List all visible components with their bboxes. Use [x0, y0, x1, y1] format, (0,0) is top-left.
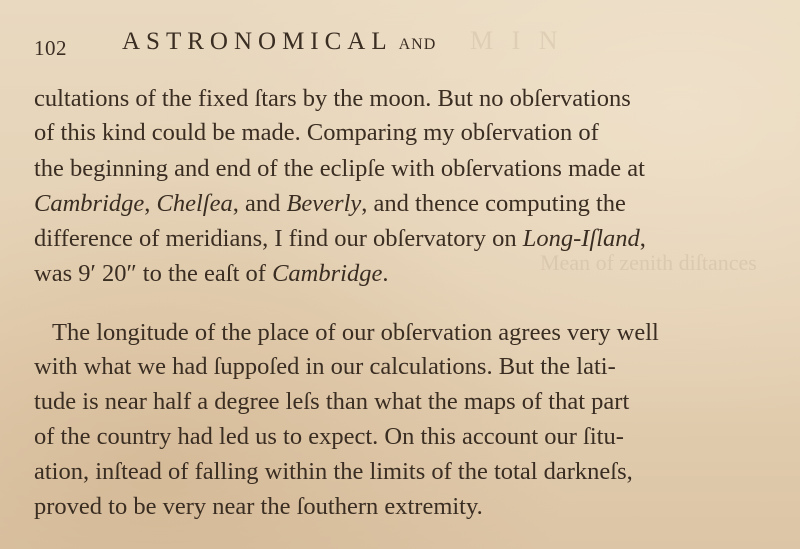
text-segment: difference of meridians, I find our obſervatory on — [34, 225, 523, 252]
text-segment: cultations of the fixed ſtars by the moon. But no obſervations — [34, 85, 631, 112]
text-line — [34, 492, 483, 522]
text-segment: ation, inſtead of falling within the limits of the total darkneſs, — [34, 458, 633, 485]
text-segment: , — [144, 190, 157, 217]
running-head-conjunction: AND — [398, 36, 437, 53]
text-line — [34, 224, 646, 254]
text-segment: of the country had led us to expect. On this account our ſitu- — [34, 423, 624, 450]
text-segment: , and — [232, 190, 287, 217]
place-name: Beverly — [286, 190, 362, 217]
text-segment: the beginning and end of the eclipſe with obſervations made at — [34, 155, 645, 182]
text-line — [34, 154, 645, 184]
text-line — [34, 189, 626, 219]
text-segment: with what we had ſuppoſed in our calculations. But the lati- — [34, 353, 616, 380]
text-line — [34, 457, 633, 487]
text-line — [34, 422, 624, 452]
place-name: Chelſea — [156, 190, 233, 217]
show-through-text: M I N — [470, 26, 564, 55]
place-name: Long-Iſland — [522, 225, 640, 252]
text-segment: was 9′ 20″ to the eaſt of — [34, 260, 273, 287]
text-line — [34, 352, 616, 382]
text-line — [34, 118, 599, 148]
page-number: 102 — [34, 36, 67, 60]
text-segment: of this kind could be made. Comparing my obſervation of — [34, 119, 599, 146]
text-line — [34, 84, 631, 114]
running-head-title — [122, 28, 436, 56]
show-through-text: Mean of zenith diſtances — [540, 250, 757, 275]
place-name: Cambridge — [34, 190, 145, 217]
text-line — [52, 318, 659, 348]
text-segment: The longitude of the place of our obſervation agrees very well — [52, 319, 659, 346]
text-segment: , and thence computing the — [361, 190, 626, 217]
text-segment: . — [382, 260, 389, 287]
running-head — [0, 26, 800, 60]
running-head-main: ASTRONOMICAL — [122, 28, 393, 55]
text-segment: tude is near half a degree leſs than what the maps of that part — [34, 388, 630, 415]
text-segment: proved to be very near the ſouthern extremity. — [34, 493, 483, 520]
text-line — [34, 387, 629, 417]
text-line — [34, 259, 388, 289]
text-segment: , — [639, 225, 646, 252]
place-name: Cambridge — [272, 260, 383, 287]
